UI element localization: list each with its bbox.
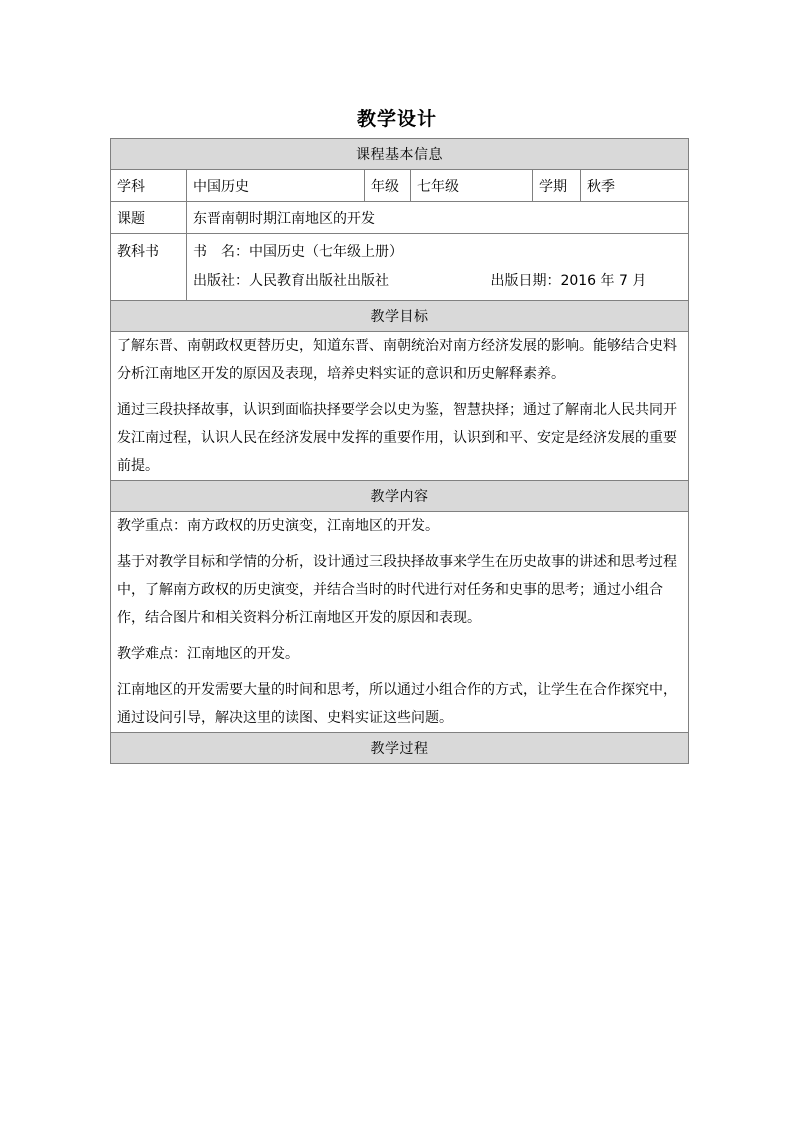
content-paragraph: 教学难点：江南地区的开发。 (117, 646, 299, 662)
section-header-process (111, 733, 689, 764)
content-paragraph: 教学重点：南方政权的历史演变，江南地区的开发。 (117, 518, 439, 534)
grade-label: 年级 (365, 170, 411, 202)
section-title: 教学内容 (111, 481, 689, 512)
section-header-goals (111, 301, 689, 332)
term-value: 秋季 (581, 170, 689, 202)
content-paragraph: 基于对教学目标和学情的分析，设计通过三段抉择故事来学生在历史故事的讲述和思考过程中，了解南方政权的历史演变，并结合当时的时代进行对任务和史事的思考；通过小组合作，结合图片和相关资料分析江南地区开发的原因和表现。 (117, 554, 677, 626)
textbook-label: 教科书 (117, 244, 159, 260)
goals-row (111, 332, 689, 481)
term-label: 学期 (533, 170, 581, 202)
content-row (111, 512, 689, 733)
document-title: 教学设计 (356, 108, 437, 130)
topic-label: 课题 (111, 202, 187, 234)
lesson-plan-table (110, 138, 689, 764)
section-header-content (111, 481, 689, 512)
grade-value: 七年级 (411, 170, 533, 202)
section-title: 教学过程 (111, 733, 689, 764)
basic-info-row (111, 170, 689, 202)
section-title: 教学目标 (111, 301, 689, 332)
topic-row (111, 202, 689, 234)
publish-date: 出版日期：2016 年 7 月 (490, 273, 647, 289)
subject-value: 中国历史 (187, 170, 365, 202)
topic-value: 东晋南朝时期江南地区的开发 (187, 202, 689, 234)
textbook-row (111, 234, 689, 301)
goals-paragraph: 通过三段抉择故事，认识到面临抉择要学会以史为鉴，智慧抉择；通过了解南北人民共同开发江南过程，认识人民在经济发展中发挥的重要作用，认识到和平、安定是经济发展的重要前提。 (117, 402, 677, 474)
subject-label: 学科 (111, 170, 187, 202)
goals-paragraph: 了解东晋、南朝政权更替历史，知道东晋、南朝统治对南方经济发展的影响。能够结合史料分析江南地区开发的原因及表现，培养史料实证的意识和历史解释素养。 (117, 338, 677, 382)
book-name: 书 名：中国历史（七年级上册） (193, 244, 403, 260)
content-paragraph: 江南地区的开发需要大量的时间和思考，所以通过小组合作的方式，让学生在合作探究中，通过设问引导，解决这里的读图、史料实证这些问题。 (117, 682, 677, 726)
section-title: 课程基本信息 (111, 139, 689, 170)
section-header-basic-info (111, 139, 689, 170)
publisher: 出版社：人民教育出版社出版社 (193, 273, 389, 289)
